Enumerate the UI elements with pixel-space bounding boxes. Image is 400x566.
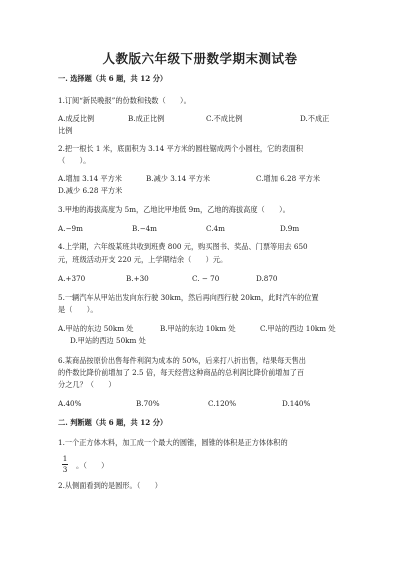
section-heading-choice: 一. 选择题（共 6 题，共 12 分）: [58, 74, 168, 83]
question-6-option-a: A.40%: [58, 399, 82, 408]
question-1-option-a: A.成反比例: [58, 114, 95, 123]
question-3-option-a: A.−9m: [58, 224, 83, 233]
question-1-option-d-continued: 比例: [58, 126, 73, 135]
question-3-option-c: C.4m: [206, 224, 225, 233]
question-2-option-c: C.增加 6.28 平方米: [256, 174, 321, 183]
question-3-option-d: D.9m: [280, 224, 300, 233]
question-5-option-c: C.甲站的西边 10km 处: [260, 324, 336, 333]
section-heading-judgement: 二. 判断题（共 6 题，共 12 分）: [58, 418, 168, 427]
question-2-option-b: B.减少 3.14 平方米: [146, 174, 211, 183]
judgement-1-stem: 1.一个正方体木料，加工成一个最大的圆锥，圆锥的体积是正方体体积的: [58, 438, 288, 447]
question-5-option-a: A.甲站的东边 50km 处: [58, 324, 134, 333]
judgement-1-fraction: [62, 455, 68, 475]
fraction-denominator: 3: [62, 464, 68, 474]
question-5-stem-line1: 5.一辆汽车从甲站出发向东行驶 30km，然后再向西行驶 20km，此时汽车的位置: [58, 293, 319, 302]
question-6-option-d: D.140%: [282, 399, 311, 408]
question-4-option-d: D.870: [256, 274, 278, 283]
question-5-stem-line2: 是（ ）。: [58, 305, 98, 314]
question-1-option-d: D.不成正: [300, 114, 330, 123]
question-3-stem: 3.甲地的海拔高度为 5m，乙地比甲地低 9m，乙地的海拔高度（ ）。: [58, 205, 290, 214]
question-6-option-b: B.70%: [136, 399, 160, 408]
question-6-stem-line2: 的件数比降价前增加了 2.5 倍，每天经营这种商品的总利润比降价前增加了百: [58, 368, 305, 377]
question-2-option-d: D.减少 6.28 平方米: [58, 186, 123, 195]
question-3-option-b: B.−4m: [132, 224, 157, 233]
question-5-option-d: D.甲站的西边 50km 处: [70, 336, 146, 345]
question-2-stem-line2: （ ）。: [58, 156, 91, 165]
question-4-option-a: A.+370: [58, 274, 86, 283]
question-6-option-c: C.120%: [208, 399, 237, 408]
question-5-option-b: B.甲站的东边 10km 处: [160, 324, 236, 333]
question-1-option-b: B.成正比例: [128, 114, 165, 123]
question-4-option-c: C. − 70: [192, 274, 220, 283]
page-title: 人教版六年级下册数学期末测试卷: [102, 51, 298, 66]
question-6-stem-line3: 分之几？（ ）: [58, 380, 116, 389]
fraction-numerator: 1: [62, 454, 68, 463]
judgement-1-blank: 。（ ）: [76, 461, 109, 470]
question-1-option-c: C.不成比例: [206, 114, 243, 123]
question-2-option-a: A.增加 3.14 平方米: [58, 174, 122, 183]
question-6-stem-line1: 6.某商品按原价出售每件利润为成本的 50%，后来打八折出售，结果每天售出: [58, 356, 306, 365]
question-4-option-b: B.+30: [126, 274, 149, 283]
question-2-stem-line1: 2.把一根长 1 米，底面积为 3.14 平方米的圆柱锯成两个小圆柱，它的表面积: [58, 144, 304, 153]
question-4-stem-line2: 元，班级活动开支 220 元，上学期结余（ ）元。: [58, 255, 228, 264]
question-4-stem-line1: 4.上学期，六年级某班共收到班费 800 元，购买图书、奖品、门票等用去 650: [58, 242, 308, 251]
question-1-stem: 1.订阅“新民晚报”的份数和钱数（ ）。: [58, 96, 191, 105]
judgement-2-stem: 2.从侧面看到的是圆形。（ ）: [58, 481, 162, 490]
